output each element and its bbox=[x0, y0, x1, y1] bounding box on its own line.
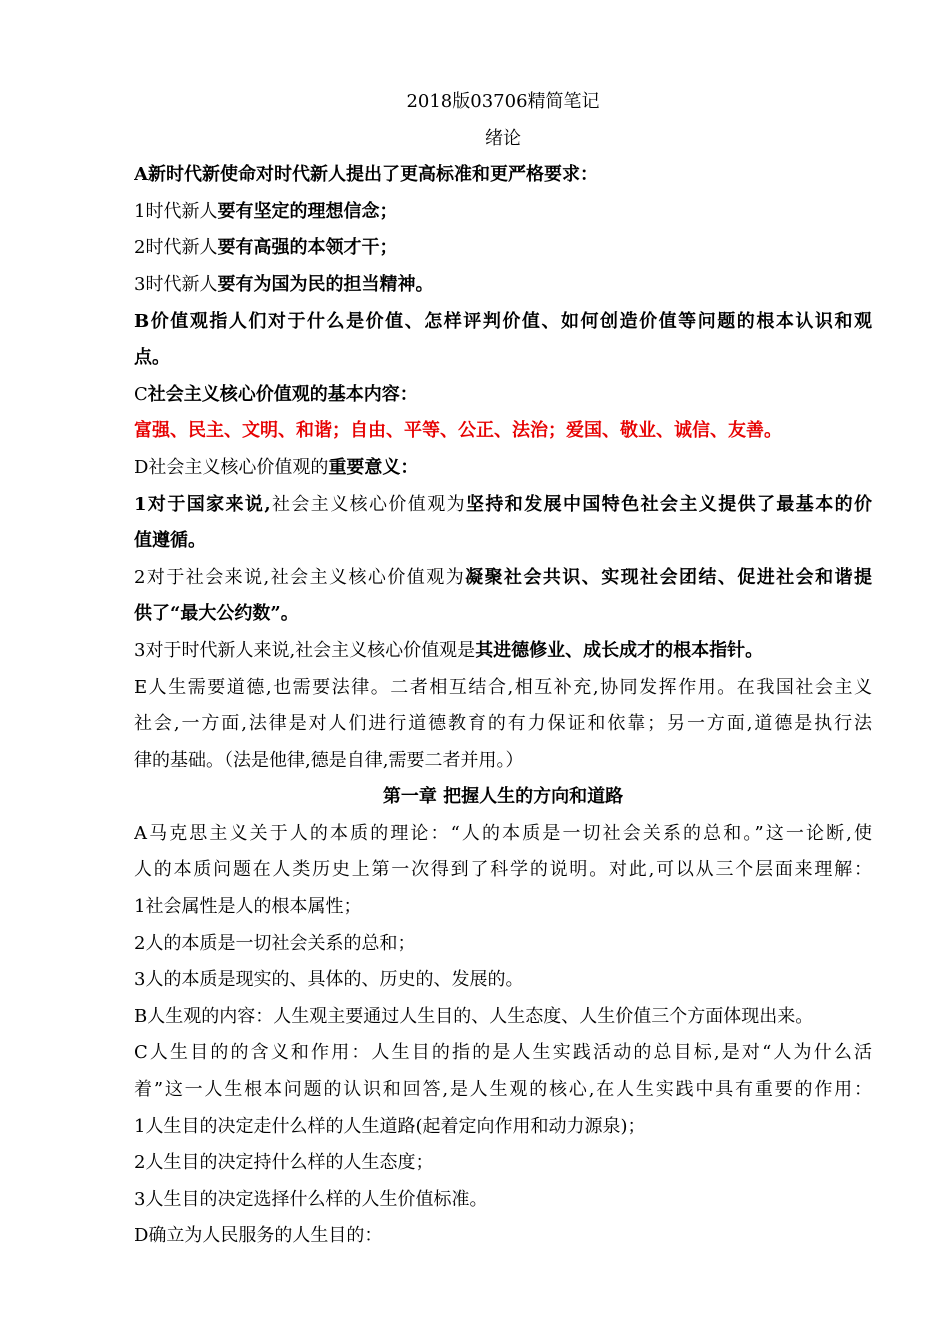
ch1-a-line-2: 人的本质问题在人类历史上第一次得到了科学的说明。对此,可以从三个层面来理解： bbox=[134, 859, 872, 881]
intro-heading: 绪论 bbox=[485, 127, 521, 149]
core-values-list: 富强、民主、文明、和谐；自由、平等、公正、法治；爱国、敬业、诚信、友善。 bbox=[134, 420, 782, 442]
intro-b-line-1: B价值观指人们对于什么是价值、怎样评判价值、如何创造价值等问题的根本认识和观 bbox=[134, 310, 872, 332]
intro-e-line-3: 律的基础。（法是他律,德是自律,需要二者并用。） bbox=[134, 749, 524, 771]
intro-b-line-2: 点。 bbox=[134, 347, 170, 369]
ch1-b-line-1: B人生观的内容：人生观主要通过人生目的、人生态度、人生价值三个方面体现出来。 bbox=[134, 1005, 814, 1027]
intro-d-point-2-line-2: 供了“最大公约数”。 bbox=[134, 603, 299, 625]
chapter-1-heading: 第一章 把握人生的方向和道路 bbox=[382, 786, 624, 808]
intro-d-point-1-line-2: 值遵循。 bbox=[134, 530, 206, 552]
intro-a-item-3: 3时代新人要有为国为民的担当精神。 bbox=[134, 273, 434, 295]
intro-d-point-3: 3对于时代新人来说,社会主义核心价值观是其进德修业、成长成才的根本指针。 bbox=[134, 639, 764, 661]
intro-a-item-2: 2时代新人要有高强的本领才干； bbox=[134, 237, 398, 259]
ch1-a-item-3: 3人的本质是现实的、具体的、历史的、发展的。 bbox=[134, 969, 524, 991]
ch1-a-line-1: A马克思主义关于人的本质的理论：“人的本质是一切社会关系的总和。”这一论断,使 bbox=[134, 822, 872, 844]
intro-a-item-1: 1时代新人要有坚定的理想信念； bbox=[134, 200, 398, 222]
ch1-a-item-2: 2人的本质是一切社会关系的总和； bbox=[134, 932, 416, 954]
intro-d-point-2-line-1: 2对于社会来说,社会主义核心价值观为凝聚社会共识、实现社会团结、促进社会和谐提 bbox=[134, 566, 872, 588]
intro-d-point-1-line-1: 1对于国家来说,社会主义核心价值观为坚持和发展中国特色社会主义提供了最基本的价 bbox=[134, 493, 872, 515]
document-title: 2018版03706精简笔记 bbox=[406, 91, 600, 112]
ch1-c-item-2: 2人生目的决定持什么样的人生态度； bbox=[134, 1152, 434, 1174]
ch1-c-line-1: C人生目的的含义和作用：人生目的指的是人生实践活动的总目标,是对“人为什么活 bbox=[134, 1042, 872, 1064]
ch1-a-item-1: 1社会属性是人的根本属性； bbox=[134, 896, 362, 918]
intro-c-heading: C社会主义核心价值观的基本内容： bbox=[134, 383, 418, 405]
intro-d-heading: D社会主义核心价值观的重要意义： bbox=[134, 456, 419, 478]
intro-e-line-1: E人生需要道德,也需要法律。二者相互结合,相互补充,协同发挥作用。在我国社会主义 bbox=[134, 676, 872, 698]
ch1-c-item-3: 3人生目的决定选择什么样的人生价值标准。 bbox=[134, 1188, 488, 1210]
ch1-c-line-2: 着”这一人生根本问题的认识和回答,是人生观的核心,在人生实践中具有重要的作用： bbox=[134, 1079, 872, 1101]
ch1-c-item-1: 1人生目的决定走什么样的人生道路(起着定向作用和动力源泉)； bbox=[134, 1115, 646, 1137]
intro-e-line-2: 社会,一方面,法律是对人们进行道德教育的有力保证和依靠；另一方面,道德是执行法 bbox=[134, 713, 872, 735]
intro-a-heading: A新时代新使命对时代新人提出了更高标准和更严格要求： bbox=[134, 164, 598, 186]
ch1-d-line-1: D确立为人民服务的人生目的： bbox=[134, 1225, 383, 1247]
